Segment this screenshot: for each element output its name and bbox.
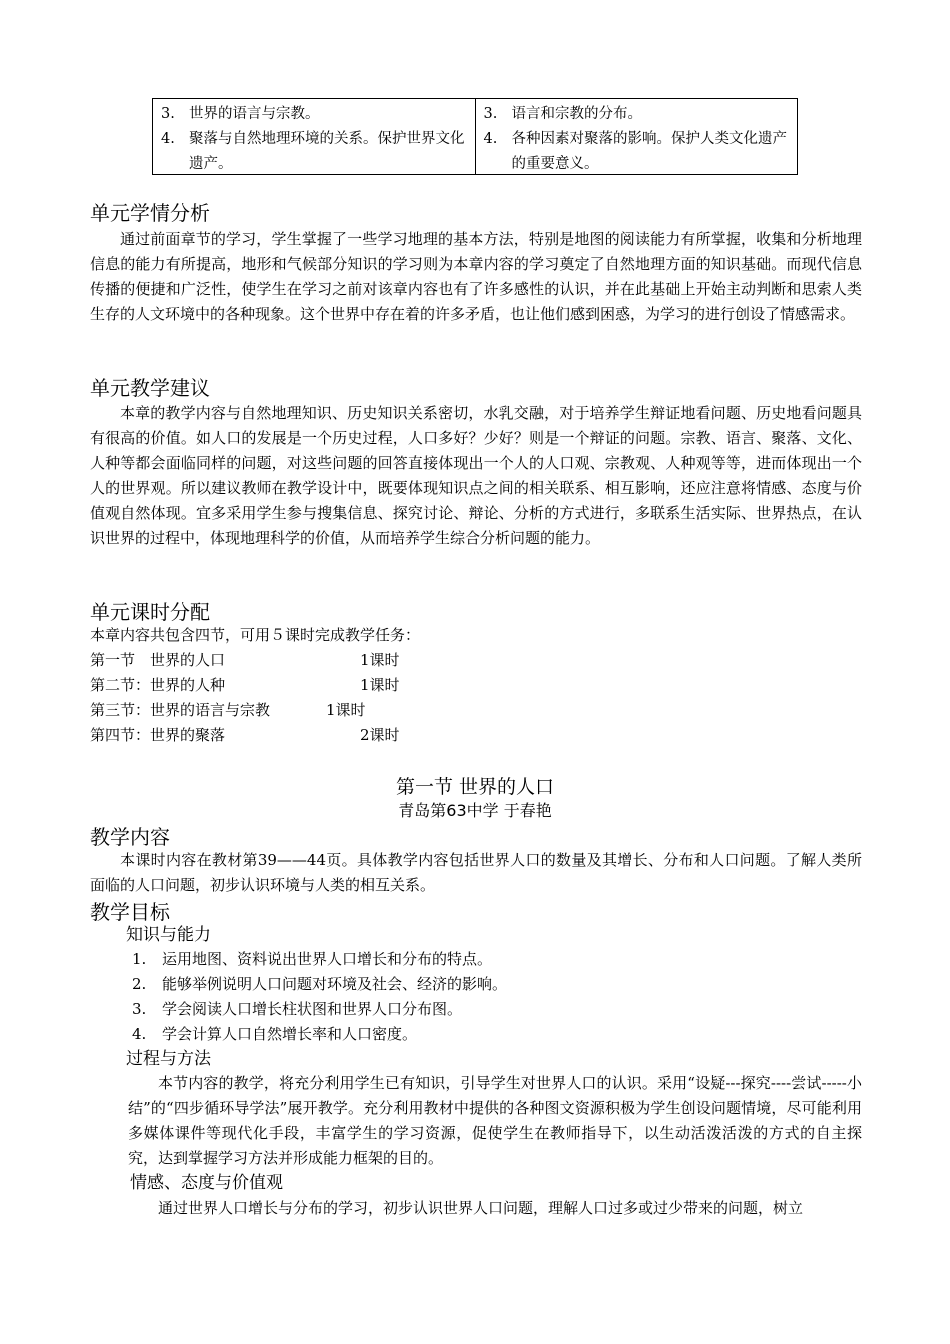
item-number: 4. (132, 1025, 147, 1043)
table-item (484, 127, 792, 177)
suggestion-heading: 单元教学建议 (90, 376, 210, 400)
knowledge-list (132, 947, 507, 1047)
item-text: 世界的语言与宗教。 (189, 106, 320, 122)
item-number: 3. (132, 1000, 147, 1018)
item-text: 聚落与自然地理环境的关系。保护世界文化遗产。 (189, 131, 465, 172)
section-hours: 1课时 (360, 676, 400, 694)
process-paragraph: 本节内容的教学，将充分利用学生已有知识，引导学生对世界人口的认识。采用“设疑---探究----尝试-----小结”的“四步循环导学法”展开教学。充分利用教材中提供的各种图文资源积极为学生创设问题情境，尽可能利用多媒体课件等现代化手段，丰富学生的学习资源，促使学生在教师指导下，以生动活泼活泼的方式的自主探究，达到掌握学习方法并形成能力框架的目的。 (128, 1074, 862, 1167)
item-number: 2. (132, 975, 147, 993)
table-left-column (153, 99, 475, 174)
allocation-row (90, 698, 420, 723)
allocation-row (90, 648, 420, 673)
item-text: 学会计算人口自然增长率和人口密度。 (162, 1025, 418, 1043)
list-item (132, 972, 507, 997)
section-name: 第四节：世界的聚落 (90, 726, 226, 744)
allocation-intro: 本章内容共包含四节，可用５课时完成教学任务： (90, 626, 421, 644)
emotion-heading: 情感、态度与价值观 (130, 1173, 283, 1193)
suggestion-paragraph: 本章的教学内容与自然地理知识、历史知识关系密切，水乳交融，对于培养学生辩证地看问题、历史地看问题具有很高的价值。如人口的发展是一个历史过程，人口多好？少好？则是一个辩证的问题。宗教、语言、聚落、文化、人种等都会面临同样的问题，对这些问题的回答直接体现出一个人的人口观、宗教观、人种观等等，进而体现出一个人的世界观。所以建议教师在教学设计中，既要体现知识点之间的相关联系、相互影响，还应注意将情感、态度与价值观自然体现。宜多采用学生参与搜集信息、探究讨论、辩论、分析的方式进行，多联系生活实际、世界热点，在认识世界的过程中，体现地理科学的价值，从而培养学生综合分析问题的能力。 (90, 404, 862, 547)
allocation-list (90, 623, 420, 748)
table-right-column (475, 99, 798, 174)
section-hours: 1课时 (360, 651, 400, 669)
section-author: 青岛第63中学 于春艳 (398, 801, 552, 820)
allocation-row (90, 723, 420, 748)
item-number: 3. (483, 106, 498, 122)
list-item (132, 997, 507, 1022)
item-text: 各种因素对聚落的影响。保护人类文化遗产的重要意义。 (511, 131, 787, 172)
item-number: 4. (483, 131, 498, 147)
section-name: 第三节：世界的语言与宗教 (90, 701, 271, 719)
content-heading: 教学内容 (90, 825, 170, 849)
knowledge-heading: 知识与能力 (126, 925, 211, 945)
analysis-heading: 单元学情分析 (90, 201, 210, 225)
section-hours: 2课时 (360, 726, 400, 744)
section-hours: 1课时 (326, 701, 366, 719)
section-title: 第一节 世界的人口 (395, 776, 555, 798)
section-name: 第一节 世界的人口 (90, 651, 226, 669)
goals-heading: 教学目标 (90, 900, 170, 924)
emotion-paragraph: 通过世界人口增长与分布的学习，初步认识世界人口问题，理解人口过多或过少带来的问题，树立 (158, 1199, 804, 1217)
item-text: 能够举例说明人口问题对环境及社会、经济的影响。 (162, 975, 508, 993)
process-heading: 过程与方法 (126, 1049, 211, 1069)
table-item (161, 102, 469, 127)
section-name: 第二节：世界的人种 (90, 676, 226, 694)
content-paragraph: 本课时内容在教材第39——44页。具体教学内容包括世界人口的数量及其增长、分布和人口问题。了解人类所面临的人口问题，初步认识环境与人类的相互关系。 (90, 851, 862, 894)
item-text: 语言和宗教的分布。 (511, 106, 642, 122)
item-number: 4. (161, 131, 175, 147)
allocation-row (90, 673, 420, 698)
list-item (132, 1022, 507, 1047)
table-item (484, 102, 792, 127)
item-number: 3. (161, 106, 175, 122)
item-number: 1. (132, 950, 147, 968)
item-text: 运用地图、资料说出世界人口增长和分布的特点。 (162, 950, 493, 968)
objectives-table (152, 98, 798, 175)
item-text: 学会阅读人口增长柱状图和世界人口分布图。 (162, 1000, 463, 1018)
list-item (132, 947, 507, 972)
table-item (161, 127, 469, 177)
analysis-paragraph: 通过前面章节的学习，学生掌握了一些学习地理的基本方法，特别是地图的阅读能力有所掌握，收集和分析地理信息的能力有所提高，地形和气候部分知识的学习则为本章内容的学习奠定了自然地理方面的知识基础。而现代信息传播的便捷和广泛性，使学生在学习之前对该章内容也有了许多感性的认识，并在此基础上开始主动判断和思索人类生存的人文环境中的各种现象。这个世界中存在着的许多矛盾，也让他们感到困惑，为学习的进行创设了情感需求。 (90, 230, 862, 323)
allocation-heading: 单元课时分配 (90, 600, 210, 624)
